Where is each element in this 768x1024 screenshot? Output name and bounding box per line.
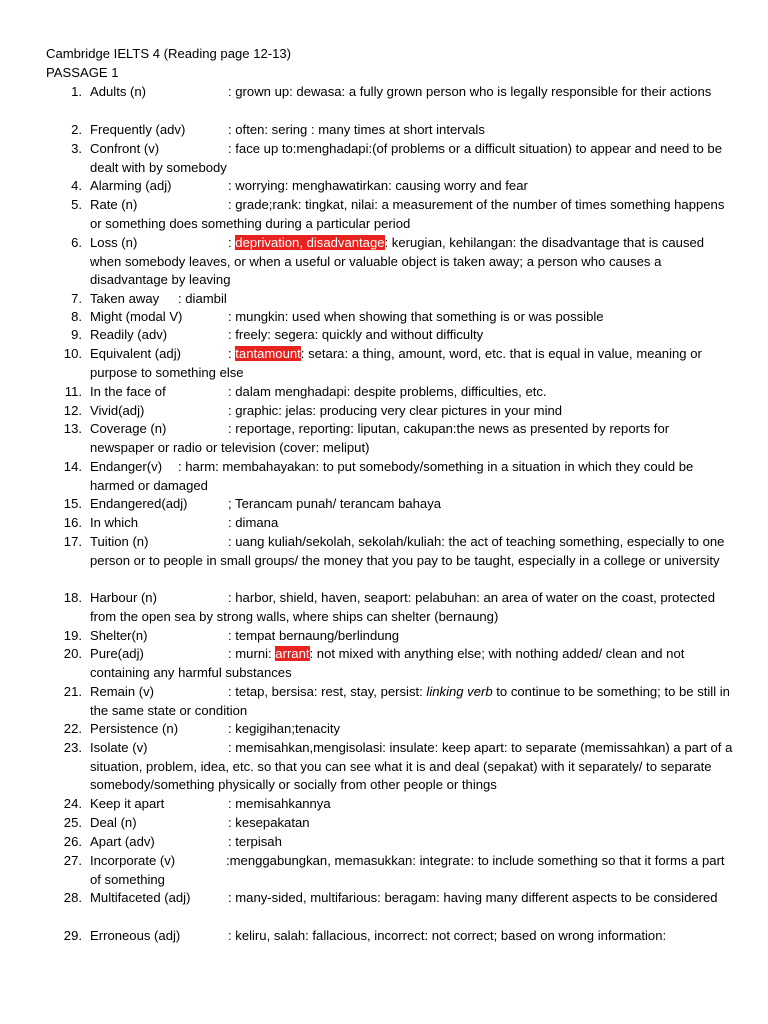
entry-definition: : setara: a thing, amount, word, etc. that is equal in value, meaning or purpose to something else — [90, 346, 702, 380]
entry-definition-prefix: : — [228, 346, 236, 361]
entry-definition: : uang kuliah/sekolah, sekolah/kuliah: the act of teaching something, especially to one person or to people in small groups/ the money that you pay to be taught, especially in a college or university — [90, 534, 725, 568]
entry-definition: : memisahkannya — [228, 796, 331, 811]
entry-definition: ; Terancam punah/ terancam bahaya — [228, 496, 442, 511]
entry-number: 15. — [63, 496, 82, 511]
vocab-entry — [44, 533, 734, 570]
entry-number: 12. — [63, 403, 82, 418]
entry-number: 3. — [71, 141, 82, 156]
entry-term: Adults (n) — [90, 84, 147, 99]
highlighted-synonym: deprivation, disadvantage — [235, 235, 385, 250]
entry-definition: : worrying: menghawatirkan: causing worry and fear — [228, 178, 528, 193]
entry-definition: : graphic: jelas: producing very clear pictures in your mind — [228, 403, 563, 418]
entry-definition: : terpisah — [228, 834, 282, 849]
vocab-entry — [44, 140, 734, 177]
entry-definition: : kegigihan;tenacity — [228, 721, 341, 736]
entry-number: 17. — [63, 534, 82, 549]
vocab-entry — [44, 814, 734, 833]
entry-definition: to continue to be something; to be still in the same state or condition — [90, 684, 730, 718]
entry-number: 5. — [71, 197, 82, 212]
vocab-entry — [44, 889, 734, 908]
entry-definition: : harbor, shield, haven, seaport: pelabuhan: an area of water on the coast, protected from the open sea by strong walls, where ships can shelter (bernaung) — [90, 590, 715, 624]
passage-heading: PASSAGE 1 — [46, 65, 119, 80]
entry-definition: : kesepakatan — [228, 815, 310, 830]
entry-number: 27. — [63, 853, 82, 868]
entry-definition-prefix: : murni: — [228, 646, 276, 661]
entry-number: 28. — [63, 890, 82, 905]
entry-number: 11. — [64, 384, 82, 399]
vocab-entry — [44, 833, 734, 852]
entry-definition: : kerugian, kehilangan: the disadvantage that is caused when somebody leaves, or when a useful or valuable object is taken away; a person who causes a disadvantage by leaving — [90, 235, 705, 288]
entry-term: Equivalent (adj) — [90, 346, 181, 361]
entry-term: Apart (adv) — [90, 834, 155, 849]
vocab-entry — [44, 720, 734, 739]
entry-definition: : memisahkan,mengisolasi: insulate: keep apart: to separate (memissahkan) a part of a situation, problem, idea, etc. so that you can see what it is and deal (sepakat) with it separately/ to separate somebody/something physically or socially from other people or things — [90, 740, 733, 793]
vocab-entry — [44, 308, 734, 327]
entry-term: Harbour (n) — [90, 590, 157, 605]
vocab-entry — [44, 290, 734, 309]
vocab-entry — [44, 645, 734, 682]
entry-number: 10. — [63, 346, 82, 361]
entry-term: In the face of — [90, 384, 166, 399]
entry-term: Multifaceted (adj) — [90, 890, 191, 905]
vocab-entry — [44, 927, 734, 946]
entry-number: 2. — [71, 122, 82, 137]
vocab-entry — [44, 589, 734, 626]
entry-number: 1. — [71, 84, 82, 99]
entry-term: Confront (v) — [90, 141, 160, 156]
entry-definition: : keliru, salah: fallacious, incorrect: not correct; based on wrong information: — [228, 928, 667, 943]
entry-number: 24. — [63, 796, 82, 811]
entry-term: Endanger(v) — [90, 459, 163, 474]
vocab-entry — [44, 402, 734, 421]
entry-definition: : mungkin: used when showing that something is or was possible — [228, 309, 604, 324]
vocab-entry — [44, 739, 734, 795]
entry-term: Remain (v) — [90, 684, 155, 699]
entry-number: 23. — [63, 740, 82, 755]
entry-term: Deal (n) — [90, 815, 137, 830]
entry-term: Vivid(adj) — [90, 403, 145, 418]
entry-term: Taken away — [90, 291, 160, 306]
entry-definition: : not mixed with anything else; with nothing added/ clean and not containing any harmful substances — [90, 646, 685, 680]
entry-term: Loss (n) — [90, 235, 138, 250]
entry-number: 7. — [71, 291, 82, 306]
entry-term: Persistence (n) — [90, 721, 179, 736]
highlighted-synonym: arrant — [275, 646, 310, 661]
vocab-entry — [44, 83, 734, 102]
entry-number: 18. — [63, 590, 82, 605]
entry-term: Frequently (adv) — [90, 122, 186, 137]
vocab-entry — [44, 420, 734, 457]
entry-term: Tuition (n) — [90, 534, 149, 549]
entry-term: Pure(adj) — [90, 646, 144, 661]
vocab-entry — [44, 627, 734, 646]
entry-number: 13. — [63, 421, 82, 436]
entry-term: Erroneous (adj) — [90, 928, 181, 943]
entry-definition: : tempat bernaung/berlindung — [228, 628, 400, 643]
entry-number: 14. — [63, 459, 82, 474]
entry-term: Readily (adv) — [90, 327, 168, 342]
vocab-entry — [44, 121, 734, 140]
highlighted-synonym: tantamount — [235, 346, 301, 361]
vocab-entry — [44, 234, 734, 290]
entry-number: 20. — [63, 646, 82, 661]
vocab-entry — [44, 495, 734, 514]
grammar-note: linking verb — [426, 684, 493, 699]
entry-number: 22. — [63, 721, 82, 736]
entry-term: Alarming (adj) — [90, 178, 172, 193]
entry-term: Incorporate (v) — [90, 853, 176, 868]
entry-definition: : often: sering : many times at short intervals — [228, 122, 485, 137]
entry-number: 6. — [71, 235, 82, 250]
entry-number: 21. — [63, 684, 82, 699]
entry-definition: : grown up: dewasa: a fully grown person who is legally responsible for their actions — [228, 84, 712, 99]
vocab-entry — [44, 177, 734, 196]
entry-number: 26. — [63, 834, 82, 849]
vocab-entry — [44, 458, 734, 495]
entry-term: Might (modal V) — [90, 309, 183, 324]
entry-term: Shelter(n) — [90, 628, 148, 643]
entry-definition-prefix: : tetap, bersisa: rest, stay, persist: — [228, 684, 427, 699]
entry-definition: : dalam menghadapi: despite problems, difficulties, etc. — [228, 384, 547, 399]
entry-number: 25. — [63, 815, 82, 830]
entry-term: Endangered(adj) — [90, 496, 188, 511]
vocab-entry — [44, 683, 734, 720]
vocab-entry — [44, 345, 734, 382]
entry-number: 4. — [71, 178, 82, 193]
entry-definition: : diambil — [178, 291, 227, 306]
entry-definition: : dimana — [228, 515, 279, 530]
entry-term: Rate (n) — [90, 197, 138, 212]
vocab-entry — [44, 852, 734, 889]
entry-definition-prefix: : — [228, 235, 236, 250]
entry-term: Isolate (v) — [90, 740, 148, 755]
entry-term: Coverage (n) — [90, 421, 167, 436]
entry-definition: : harm: membahayakan: to put somebody/something in a situation in which they could be harmed or damaged — [90, 459, 694, 493]
entry-definition: : freely: segera: quickly and without difficulty — [228, 327, 484, 342]
document-title: Cambridge IELTS 4 (Reading page 12-13) — [46, 46, 292, 61]
entry-definition: : many-sided, multifarious: beragam: having many different aspects to be considered — [228, 890, 718, 905]
entry-number: 8. — [71, 309, 82, 324]
entry-number: 9. — [71, 327, 82, 342]
vocab-entry — [44, 383, 734, 402]
vocab-entry — [44, 326, 734, 345]
entry-number: 16. — [63, 515, 82, 530]
entry-number: 29. — [63, 928, 82, 943]
entry-term: In which — [90, 515, 139, 530]
vocab-entry — [44, 196, 734, 233]
entry-number: 19. — [63, 628, 82, 643]
entry-definition: : grade;rank: tingkat, nilai: a measurement of the number of times something happens or something does something during a particular period — [90, 197, 725, 231]
entry-term: Keep it apart — [90, 796, 165, 811]
entry-definition: : reportage, reporting: liputan, cakupan:the news as presented by reports for newspaper or radio or television (cover: meliput) — [90, 421, 670, 455]
entry-definition: : face up to:menghadapi:(of problems or a difficult situation) to appear and need to be dealt with by somebody — [90, 141, 723, 175]
entry-definition: :menggabungkan, memasukkan: integrate: to include something so that it forms a part of something — [90, 853, 725, 887]
vocab-entry — [44, 514, 734, 533]
vocab-entry — [44, 795, 734, 814]
